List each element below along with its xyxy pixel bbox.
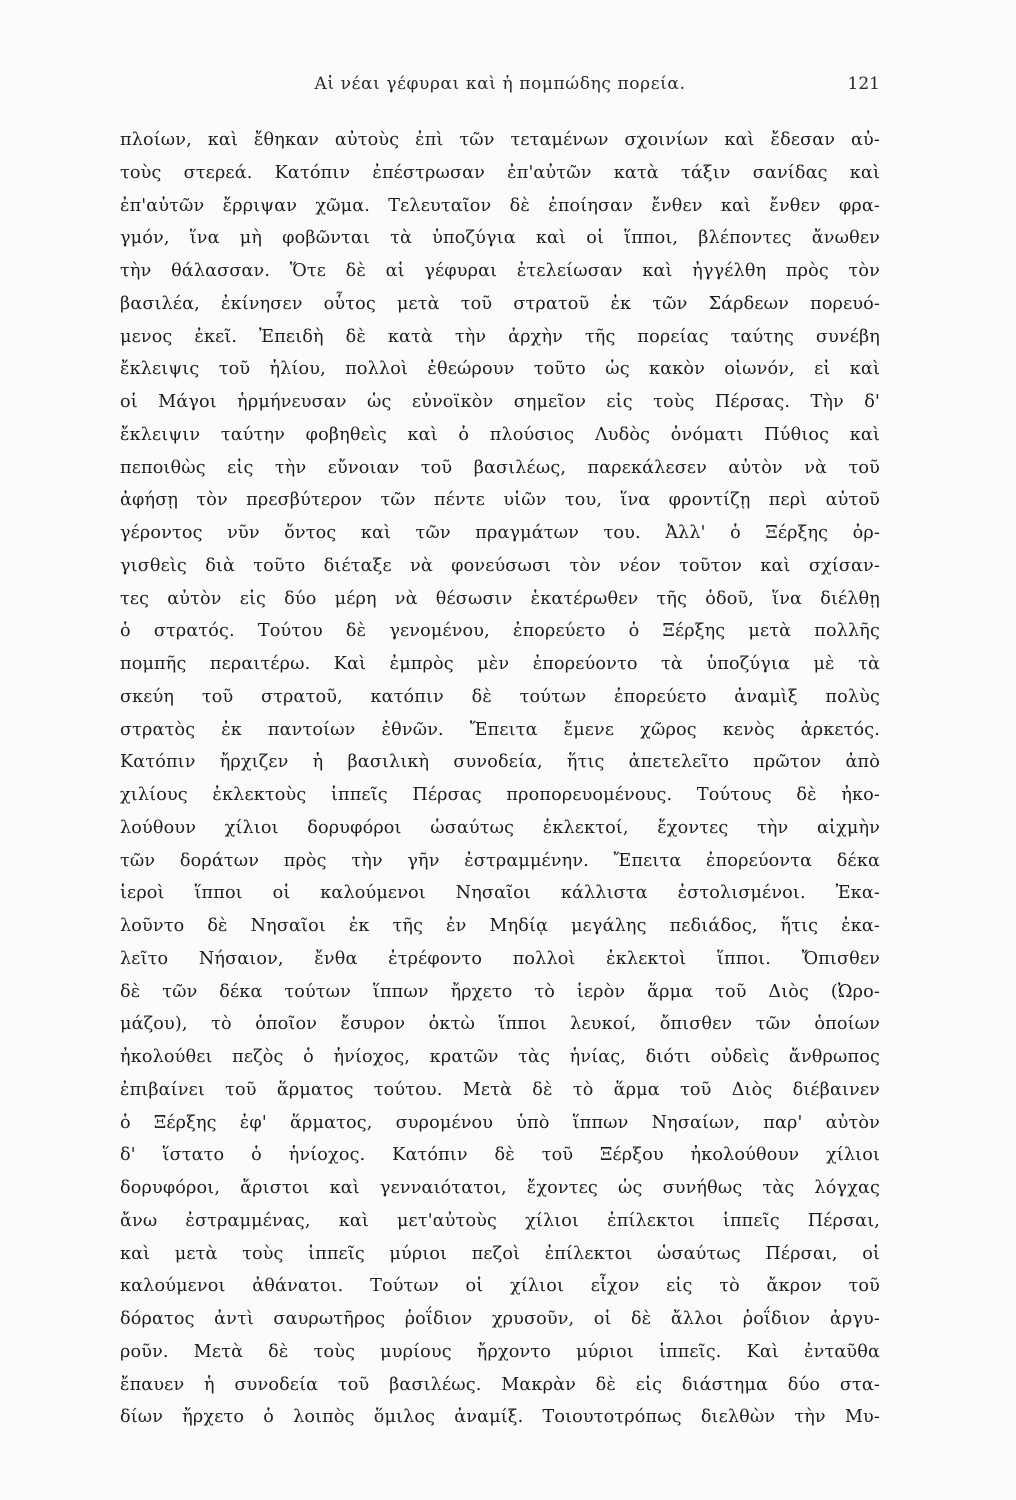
text-line: δορυφόροι, ἄριστοι καὶ γενναιότατοι, ἔχοντες ὡς συνήθως τὰς λόγχας [120,1178,880,1198]
text-line: ροῦν. Μετὰ δὲ τοὺς μυρίους ἤρχοντο μύριοι ἱππεῖς. Καὶ ἐνταῦθα [120,1341,880,1362]
text-line: γισθεὶς διὰ τοῦτο διέταξε νὰ φονεύσωσι τὸν νέον τοῦτον καὶ σχίσαν- [120,555,880,576]
text-line: βασιλέα, ἐκίνησεν οὗτος μετὰ τοῦ στρατοῦ ἐκ τῶν Σάρδεων πορευό- [120,293,880,314]
text-line: πλοίων, καὶ ἔθηκαν αὐτοὺς ἐπὶ τῶν τεταμένων σχοινίων καὶ ἔδεσαν αὐ- [120,130,880,150]
text-line: στρατὸς ἐκ παντοίων ἐθνῶν. Ἔπειτα ἔμενε χῶρος κενὸς ἀρκετός. [120,719,880,740]
body-text [120,124,880,1434]
text-line: λούθουν χίλιοι δορυφόροι ὡσαύτως ἐκλεκτοί, ἔχοντες τὴν αἰχμὴν [120,817,880,838]
text-line: ἐπιβαίνει τοῦ ἅρματος τούτου. Μετὰ δὲ τὸ ἅρμα τοῦ Διὸς διέβαινεν [120,1079,880,1100]
text-line: μενος ἐκεῖ. Ἐπειδὴ δὲ κατὰ τὴν ἀρχὴν τῆς πορείας ταύτης συνέβη [120,326,880,347]
text-line: ἄνω ἐστραμμένας, καὶ μετ'αὐτοὺς χίλιοι ἐπίλεκτοι ἱππεῖς Πέρσαι, [120,1210,880,1231]
text-line: ἔκλειψις τοῦ ἡλίου, πολλοὶ ἐθεώρουν τοῦτο ὡς κακὸν οἰωνόν, εἰ καὶ [120,359,880,380]
text-line: σκεύη τοῦ στρατοῦ, κατόπιν δὲ τούτων ἐπορεύετο ἀναμὶξ πολὺς [120,686,880,707]
text-line: τοὺς στερεά. Κατόπιν ἐπέστρωσαν ἐπ'αὐτῶν κατὰ τάξιν σανίδας καὶ [120,162,880,183]
text-line: ἔπαυεν ἡ συνοδεία τοῦ βασιλέως. Μακρὰν δὲ εἰς διάστημα δύο στα- [120,1374,880,1395]
text-line: τες αὐτὸν εἰς δύο μέρη νὰ θέσωσιν ἑκατέρωθεν τῆς ὁδοῦ, ἵνα διέλθῃ [120,588,880,609]
text-line: δ' ἵστατο ὁ ἡνίοχος. Κατόπιν δὲ τοῦ Ξέρξου ἠκολούθουν χίλιοι [120,1145,880,1166]
running-head [120,74,880,104]
text-line: δίων ἤρχετο ὁ λοιπὸς ὅμιλος ἀναμίξ. Τοιουτοτρόπως διελθὼν τὴν Μυ- [120,1407,880,1428]
text-line: καλούμενοι ἀθάνατοι. Τούτων οἱ χίλιοι εἶχον εἰς τὸ ἄκρον τοῦ [120,1276,880,1297]
text-line: δόρατος ἀντὶ σαυρωτῆρος ῥοΐδιον χρυσοῦν, οἱ δὲ ἄλλοι ῥοΐδιον ἀργυ- [120,1309,880,1329]
text-line: χιλίους ἐκλεκτοὺς ἱππεῖς Πέρσας προπορευομένους. Τούτους δὲ ἠκο- [120,785,880,805]
page-number: 121 [847,74,880,94]
text-line: ὁ Ξέρξης ἐφ' ἅρματος, συρομένου ὑπὸ ἵππων Νησαίων, παρ' αὐτὸν [120,1112,880,1133]
text-line: ἠκολούθει πεζὸς ὁ ἡνίοχος, κρατῶν τὰς ἡνίας, διότι οὐδεὶς ἄνθρωπος [120,1047,880,1067]
text-line: ἔκλειψιν ταύτην φοβηθεὶς καὶ ὁ πλούσιος Λυδὸς ὀνόματι Πύθιος καὶ [120,424,880,445]
running-title: Αἱ νέαι γέφυραι καὶ ἡ πομπώδης πορεία. [314,74,686,94]
text-line: καὶ μετὰ τοὺς ἱππεῖς μύριοι πεζοὶ ἐπίλεκτοι ὡσαύτως Πέρσαι, οἱ [120,1243,880,1264]
text-line: ἱεροὶ ἵπποι οἱ καλούμενοι Νησαῖοι κάλλιστα ἐστολισμένοι. Ἐκα- [120,883,880,904]
text-line: τὴν θάλασσαν. Ὅτε δὲ αἱ γέφυραι ἐτελείωσαν καὶ ἠγγέλθη πρὸς τὸν [120,261,880,281]
text-line: γέροντος νῦν ὄντος καὶ τῶν πραγμάτων του. Ἀλλ' ὁ Ξέρξης ὀρ- [120,523,880,543]
text-line: τῶν δοράτων πρὸς τὴν γῆν ἐστραμμένην. Ἔπειτα ἐπορεύοντα δέκα [120,850,880,871]
text-line: Κατόπιν ἤρχιζεν ἡ βασιλικὴ συνοδεία, ἥτις ἀπετελεῖτο πρῶτον ἀπὸ [120,752,880,773]
text-line: λεῖτο Νήσαιον, ἔνθα ἐτρέφοντο πολλοὶ ἐκλεκτοὶ ἵπποι. Ὄπισθεν [120,948,880,969]
text-line: μάζου), τὸ ὁποῖον ἔσυρον ὀκτὼ ἵπποι λευκοί, ὄπισθεν τῶν ὁποίων [120,1014,880,1035]
text-line: ἀφήσῃ τὸν πρεσβύτερον τῶν πέντε υἱῶν του, ἵνα φροντίζῃ περὶ αὐτοῦ [120,490,880,511]
text-line: λοῦντο δὲ Νησαῖοι ἐκ τῆς ἐν Μηδίᾳ μεγάλης πεδιάδος, ἥτις ἐκα- [120,916,880,936]
text-line: γμόν, ἵνα μὴ φοβῶνται τὰ ὑποζύγια καὶ οἱ ἵπποι, βλέποντες ἄνωθεν [120,228,880,249]
text-line: ἐπ'αὐτῶν ἔρριψαν χῶμα. Τελευταῖον δὲ ἐποίησαν ἔνθεν καὶ ἔνθεν φρα- [120,195,880,216]
text-line: πεποιθὼς εἰς τὴν εὔνοιαν τοῦ βασιλέως, παρεκάλεσεν αὐτὸν νὰ τοῦ [120,457,880,478]
text-line: δὲ τῶν δέκα τούτων ἵππων ἤρχετο τὸ ἱερὸν ἅρμα τοῦ Διὸς (Ὠρο- [120,981,880,1002]
text-line: οἱ Μάγοι ἡρμήνευσαν ὡς εὐνοϊκὸν σημεῖον εἰς τοὺς Πέρσας. Τὴν δ' [120,392,880,412]
text-line: πομπῆς περαιτέρω. Καὶ ἐμπρὸς μὲν ἐπορεύοντο τὰ ὑποζύγια μὲ τὰ [120,654,880,674]
text-line: ὁ στρατός. Τούτου δὲ γενομένου, ἐπορεύετο ὁ Ξέρξης μετὰ πολλῆς [120,621,880,642]
